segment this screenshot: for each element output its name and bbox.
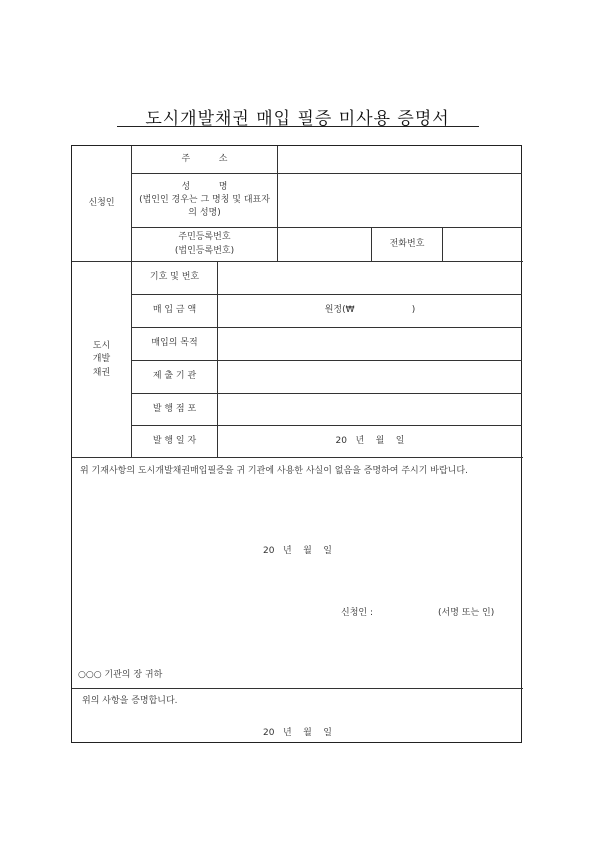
branch-label: 발 행 점 포 [152,403,197,414]
submit-label: 제 출 기 관 [152,371,197,382]
signature-note: (서명 또는 인) [438,608,495,618]
request-statement: 위 기재사항의 도시개발채권매입필증을 귀 기관에 사용한 사실이 없음을 증명하여 주시기 바랍니다. [80,466,468,476]
symbol-field[interactable] [218,262,522,294]
purpose-field[interactable] [218,328,522,360]
name-label-cell [132,174,277,227]
issue-date-label: 발 행 일 자 [152,435,197,446]
purpose-label: 매입의 목적 [151,338,198,349]
signer-label: 신청인 : [341,608,373,618]
name-note: (법인인 경우는 그 명칭 및 대표자의 성명) [139,194,270,219]
submit-field[interactable] [218,361,522,393]
addressee: ○○○ 기관의 장 귀하 [78,670,163,680]
certification-date[interactable]: 20 년 월 일 [262,728,332,738]
request-date[interactable]: 20 년 월 일 [262,546,332,556]
symbol-label: 기호 및 번호 [149,272,200,283]
id-label: 주민등록번호 [178,232,231,243]
phone-field[interactable] [443,228,522,261]
amount-label: 매 입 금 액 [152,305,197,316]
title-underline [117,126,479,127]
id-note: (법인등록번호) [174,245,235,256]
address-label: 주 소 [181,153,228,164]
applicant-section-label: 신청인 [88,197,115,208]
id-label-cell [132,228,277,261]
branch-field[interactable] [218,394,522,425]
address-field[interactable] [278,146,522,173]
name-label: 성 명 [181,181,228,192]
bond-section-label: 도시 개발 채권 [92,341,111,378]
section-divider [72,457,523,458]
section-divider [72,688,523,689]
phone-label: 전화번호 [389,238,425,249]
certificate-form [71,145,522,743]
document-title: 도시개발채권 매입 필증 미사용 증명서 [145,109,450,129]
certification-statement: 위의 사항을 증명합니다. [82,696,178,706]
issue-date-value[interactable]: 20 년 월 일 [335,435,405,446]
amount-value[interactable]: 원정(₩ ) [324,305,416,316]
id-field[interactable] [278,228,371,261]
name-field[interactable] [278,174,522,227]
